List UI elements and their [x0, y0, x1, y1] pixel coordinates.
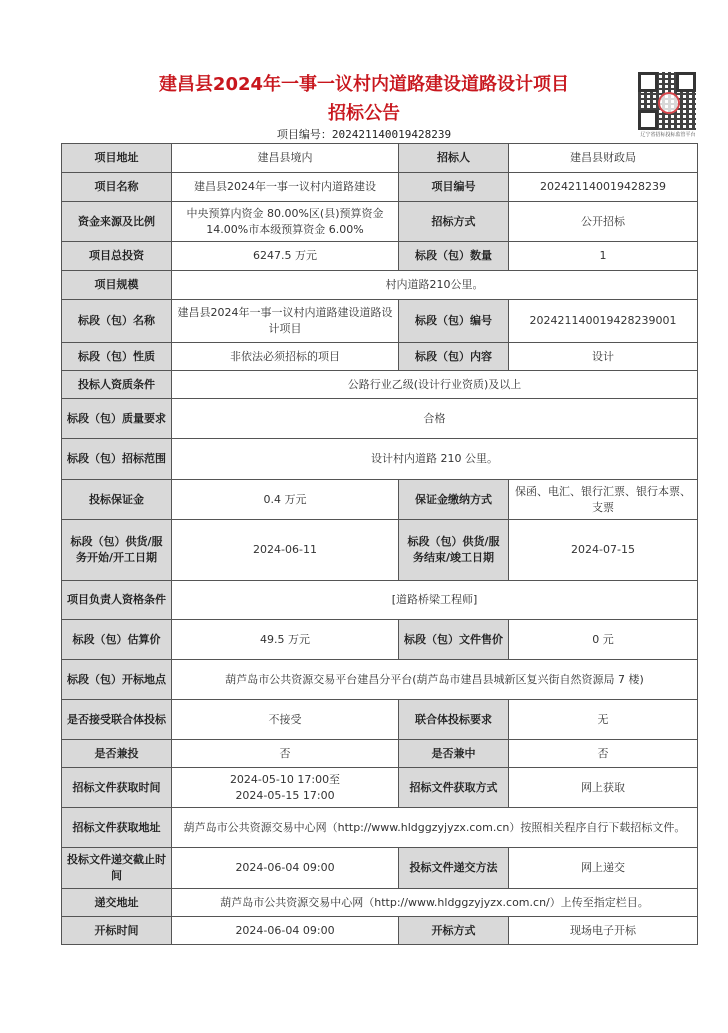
label-end-date: 标段（包）供货/服务结束/竣工日期: [399, 520, 509, 581]
value-submit-deadline: 2024-06-04 09:00: [172, 848, 399, 889]
qr-code-icon: [638, 72, 696, 130]
value-funding: 中央预算内资金 80.00%区(县)预算资金 14.00%市本级预算资金 6.00%: [172, 202, 399, 242]
value-bid-opening-location: 葫芦岛市公共资源交易平台建昌分平台(葫芦岛市建昌县城新区复兴街自然资源局 7 楼): [172, 660, 698, 700]
value-submit-method: 网上递交: [509, 848, 698, 889]
value-end-date: 2024-07-15: [509, 520, 698, 581]
value-submit-address: 葫芦岛市公共资源交易中心网（http://www.hldggzyjyzx.com.cn/）上传至指定栏目。: [172, 889, 698, 917]
value-quality: 合格: [172, 399, 698, 439]
label-pm-qualification: 项目负责人资格条件: [62, 581, 172, 620]
qr-caption: 辽宁省招标投标监管平台: [640, 132, 696, 138]
seal-icon: [658, 92, 680, 114]
value-concurrent-win: 否: [509, 740, 698, 768]
value-lot-count: 1: [509, 242, 698, 271]
label-doc-price: 标段（包）文件售价: [399, 620, 509, 660]
value-bid-bond: 0.4 万元: [172, 480, 399, 520]
label-tenderer: 招标人: [399, 144, 509, 173]
label-lot-number: 标段（包）编号: [399, 300, 509, 343]
project-code-line: 项目编号：202421140019428239: [276, 128, 452, 141]
value-pm-qualification: [道路桥梁工程师]: [172, 581, 698, 620]
label-consortium-req: 联合体投标要求: [399, 700, 509, 740]
value-tender-method: 公开招标: [509, 202, 698, 242]
value-project-number: 202421140019428239: [509, 173, 698, 202]
label-doc-time: 招标文件获取时间: [62, 768, 172, 808]
value-lot-nature: 非依法必须招标的项目: [172, 343, 399, 371]
label-project-number: 项目编号: [399, 173, 509, 202]
label-concurrent-bid: 是否兼投: [62, 740, 172, 768]
label-bidder-qualification: 投标人资质条件: [62, 371, 172, 399]
value-consortium-req: 无: [509, 700, 698, 740]
value-lot-name: 建昌县2024年一事一议村内道路建设道路设计项目: [172, 300, 399, 343]
value-lot-number: 202421140019428239001: [509, 300, 698, 343]
value-scale: 村内道路210公里。: [172, 271, 698, 300]
label-project-location: 项目地址: [62, 144, 172, 173]
label-scale: 项目规模: [62, 271, 172, 300]
value-project-name: 建昌县2024年一事一议村内道路建设: [172, 173, 399, 202]
value-estimated-price: 49.5 万元: [172, 620, 399, 660]
label-funding: 资金来源及比例: [62, 202, 172, 242]
value-opening-time: 2024-06-04 09:00: [172, 917, 399, 945]
label-lot-count: 标段（包）数量: [399, 242, 509, 271]
value-bidder-qualification: 公路行业乙级(设计行业资质)及以上: [172, 371, 698, 399]
label-quality: 标段（包）质量要求: [62, 399, 172, 439]
value-lot-content: 设计: [509, 343, 698, 371]
label-bid-opening-location: 标段（包）开标地点: [62, 660, 172, 700]
value-doc-time-start: 2024-05-10 17:00至: [229, 772, 341, 786]
value-bond-payment: 保函、电汇、银行汇票、银行本票、支票: [509, 480, 698, 520]
label-bond-payment: 保证金缴纳方式: [399, 480, 509, 520]
label-start-date: 标段（包）供货/服务开始/开工日期: [62, 520, 172, 581]
value-doc-location: 葫芦岛市公共资源交易中心网（http://www.hldggzyjyzx.com.cn）按照相关程序自行下载招标文件。: [172, 808, 698, 848]
value-concurrent-bid: 否: [172, 740, 399, 768]
notice-title: 建昌县2024年一事一议村内道路建设道路设计项目: [158, 74, 570, 95]
label-lot-content: 标段（包）内容: [399, 343, 509, 371]
value-tenderer: 建昌县财政局: [509, 144, 698, 173]
tender-info-table: [61, 143, 698, 945]
value-opening-method: 现场电子开标: [509, 917, 698, 945]
value-doc-time: [172, 768, 399, 808]
value-doc-time-end: 2024-05-15 17:00: [235, 788, 335, 802]
label-lot-name: 标段（包）名称: [62, 300, 172, 343]
label-doc-location: 招标文件获取地址: [62, 808, 172, 848]
label-submit-address: 递交地址: [62, 889, 172, 917]
label-scope: 标段（包）招标范围: [62, 439, 172, 480]
value-total-investment: 6247.5 万元: [172, 242, 399, 271]
label-concurrent-win: 是否兼中: [399, 740, 509, 768]
label-opening-method: 开标方式: [399, 917, 509, 945]
notice-subtitle: 招标公告: [328, 103, 400, 124]
label-estimated-price: 标段（包）估算价: [62, 620, 172, 660]
value-project-location: 建昌县境内: [172, 144, 399, 173]
label-bid-bond: 投标保证金: [62, 480, 172, 520]
value-consortium: 不接受: [172, 700, 399, 740]
value-scope: 设计村内道路 210 公里。: [172, 439, 698, 480]
label-doc-method: 招标文件获取方式: [399, 768, 509, 808]
label-consortium: 是否接受联合体投标: [62, 700, 172, 740]
label-lot-nature: 标段（包）性质: [62, 343, 172, 371]
value-doc-method: 网上获取: [509, 768, 698, 808]
label-submit-method: 投标文件递交方法: [399, 848, 509, 889]
value-doc-price: 0 元: [509, 620, 698, 660]
label-opening-time: 开标时间: [62, 917, 172, 945]
label-project-name: 项目名称: [62, 173, 172, 202]
label-tender-method: 招标方式: [399, 202, 509, 242]
label-total-investment: 项目总投资: [62, 242, 172, 271]
value-start-date: 2024-06-11: [172, 520, 399, 581]
label-submit-deadline: 投标文件递交截止时间: [62, 848, 172, 889]
